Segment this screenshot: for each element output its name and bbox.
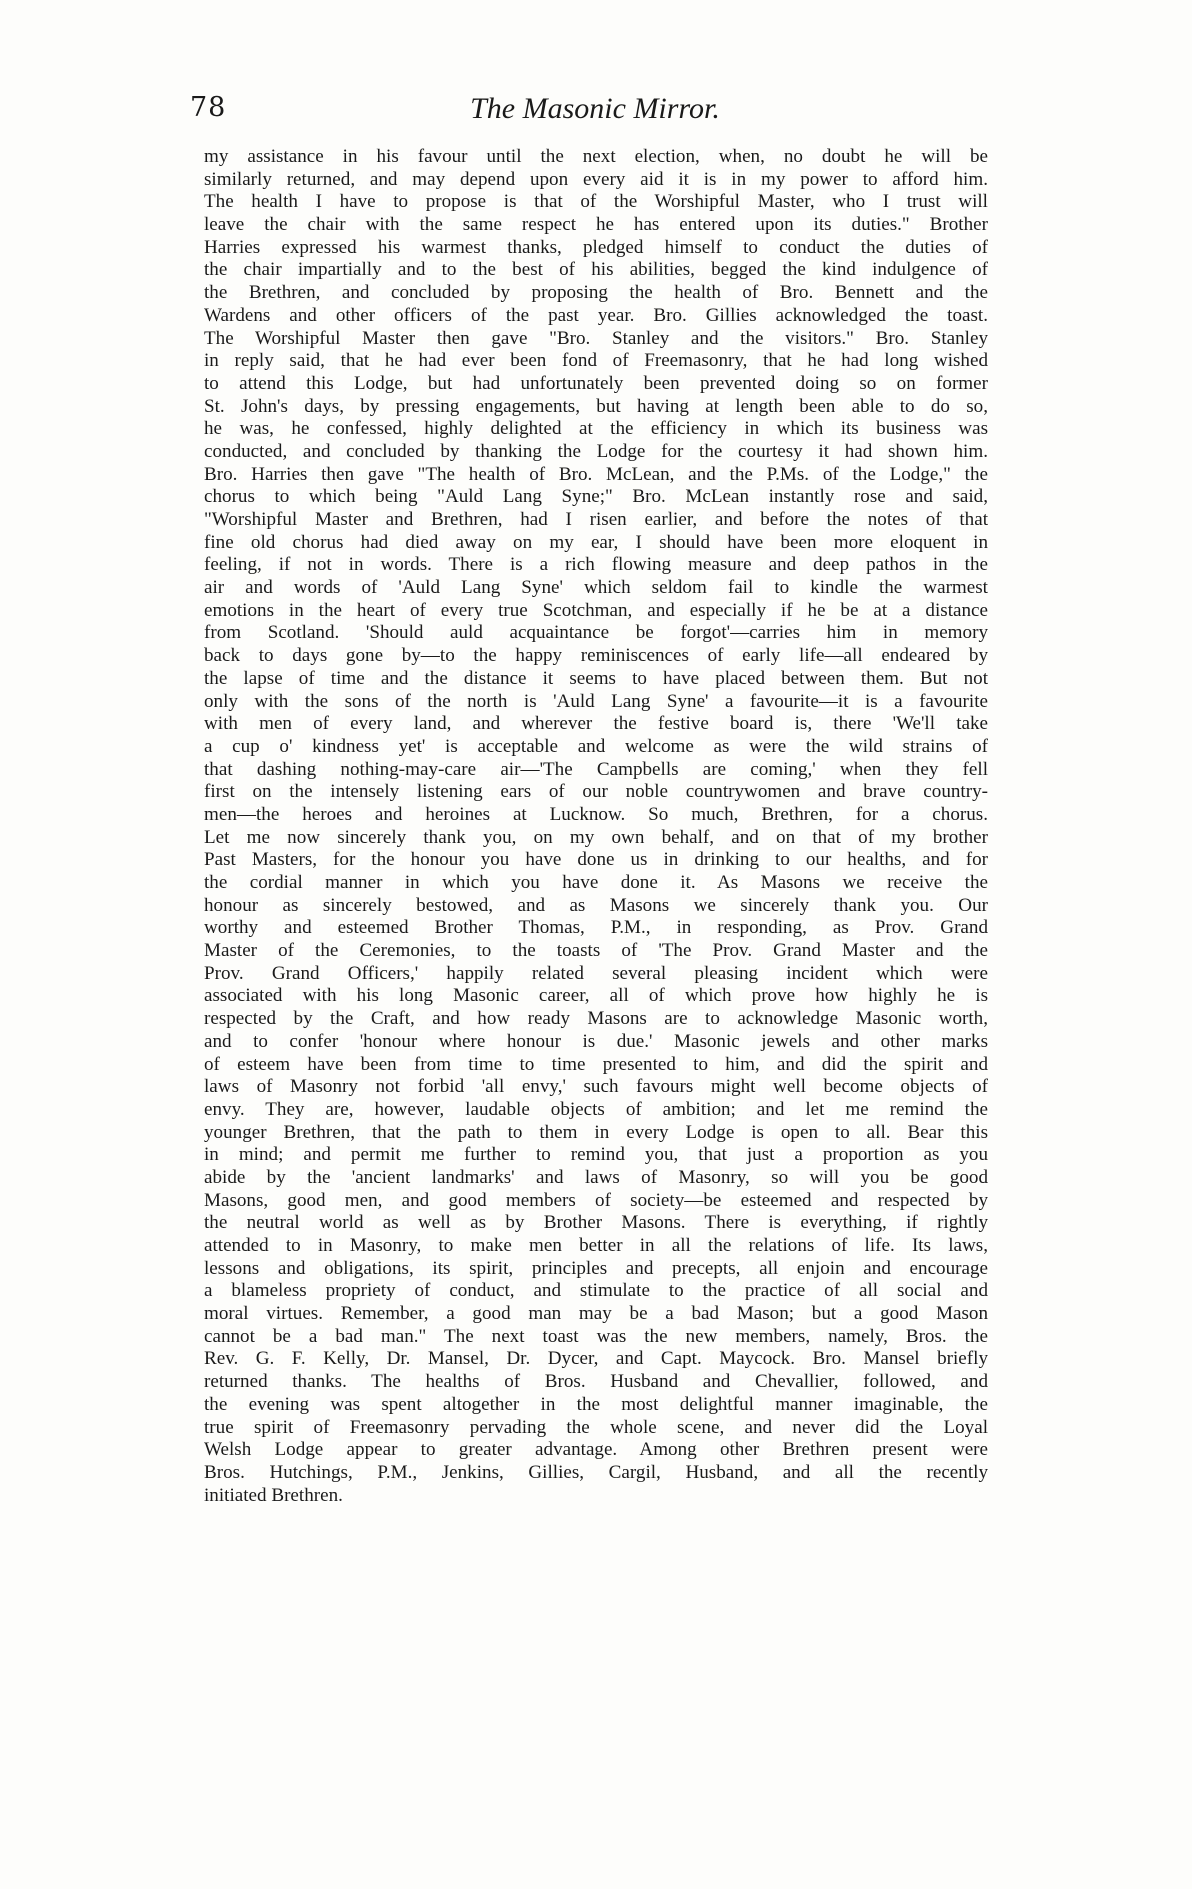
text-line: initiated Brethren. [204, 1484, 343, 1506]
text-line: attended to in Masonry, to make men better in all the relations of life. Its laws, [204, 1235, 988, 1256]
text-line: chorus to which being "Auld Lang Syne;" Bro. McLean instantly rose and said, [204, 486, 988, 508]
text-line: a blameless propriety of conduct, and stimulate to the practice of all social and [204, 1280, 988, 1302]
text-line: lessons and obligations, its spirit, principles and precepts, all enjoin and encourage [204, 1257, 988, 1279]
text-line: fine old chorus had died away on my ear, I should have been more eloquent in [204, 531, 988, 553]
text-line: Past Masters, for the honour you have done us in drinking to our healths, and for [204, 849, 988, 871]
text-line: laws of Masonry not forbid 'all envy,' such favours might well become objects of [204, 1076, 988, 1098]
text-line: envy. They are, however, laudable objects of ambition; and let me remind the [204, 1098, 988, 1120]
text-line: my assistance in his favour until the next election, when, no doubt he will be [204, 146, 988, 167]
text-line: abide by the 'ancient landmarks' and laws of Masonry, so will you be good [204, 1166, 988, 1188]
text-line: Let me now sincerely thank you, on my own behalf, and on that of my brother [204, 826, 988, 848]
text-line: the chair impartially and to the best of his abilities, begged the kind indulgence of [204, 259, 988, 281]
text-line: emotions in the heart of every true Scotchman, and especially if he be at a distance [204, 599, 988, 621]
text-line: "Worshipful Master and Brethren, had I risen earlier, and before the notes of that [204, 509, 988, 530]
text-line: air and words of 'Auld Lang Syne' which seldom fail to kindle the warmest [204, 577, 988, 599]
text-line: with men of every land, and wherever the festive board is, there 'We'll take [204, 713, 988, 735]
text-line: to attend this Lodge, but had unfortunately been prevented doing so on former [204, 372, 988, 394]
text-line: younger Brethren, that the path to them in every Lodge is open to all. Bear this [204, 1121, 988, 1143]
text-line: returned thanks. The healths of Bros. Husband and Chevallier, followed, and [204, 1371, 988, 1393]
text-line: only with the sons of the north is 'Auld Lang Syne' a favourite—it is a favourite [204, 690, 988, 712]
text-line: respected by the Craft, and how ready Masons are to acknowledge Masonic worth, [204, 1008, 988, 1030]
text-line: Harries expressed his warmest thanks, pledged himself to conduct the duties of [204, 236, 988, 258]
text-line: the Brethren, and concluded by proposing the health of Bro. Bennett and the [204, 282, 988, 304]
text-line: conducted, and concluded by thanking the Lodge for the courtesy it had shown him. [204, 440, 988, 462]
text-line: Welsh Lodge appear to greater advantage. Among other Brethren present were [204, 1439, 988, 1461]
text-line: Bro. Harries then gave "The health of Bro. McLean, and the P.Ms. of the Lodge," the [204, 463, 988, 485]
text-line: The health I have to propose is that of the Worshipful Master, who I trust will [204, 191, 988, 213]
text-line: The Worshipful Master then gave "Bro. Stanley and the visitors." Bro. Stanley [204, 327, 988, 349]
text-line: feeling, if not in words. There is a rich flowing measure and deep pathos in the [204, 554, 988, 576]
text-line: Rev. G. F. Kelly, Dr. Mansel, Dr. Dycer, and Capt. Maycock. Bro. Mansel briefly [204, 1348, 988, 1370]
text-line: Masons, good men, and good members of society—be esteemed and respected by [204, 1189, 988, 1211]
text-line: the neutral world as well as by Brother Masons. There is everything, if rightly [204, 1212, 988, 1234]
text-line: a cup o' kindness yet' is acceptable and welcome as were the wild strains of [204, 735, 988, 757]
text-line: he was, he confessed, highly delighted at the efficiency in which its business was [204, 418, 988, 440]
text-line: in mind; and permit me further to remind you, that just a proportion as you [204, 1144, 988, 1166]
text-line: Master of the Ceremonies, to the toasts of 'The Prov. Grand Master and the [204, 940, 988, 962]
text-line: the evening was spent altogether in the most delightful manner imaginable, the [204, 1393, 988, 1415]
text-line: true spirit of Freemasonry pervading the whole scene, and never did the Loyal [204, 1416, 988, 1438]
text-line: of esteem have been from time to time presented to him, and did the spirit and [204, 1053, 988, 1075]
text-line: moral virtues. Remember, a good man may be a bad Mason; but a good Mason [204, 1303, 988, 1325]
journal-title: The Masonic Mirror. [470, 92, 720, 125]
text-line: that dashing nothing-may-care air—'The Campbells are coming,' when they fell [204, 758, 988, 780]
text-line: St. John's days, by pressing engagements, but having at length been able to do so, [204, 395, 988, 417]
text-line: in reply said, that he had ever been fond of Freemasonry, that he had long wished [204, 350, 988, 372]
text-line: Bros. Hutchings, P.M., Jenkins, Gillies, Cargil, Husband, and all the recently [204, 1461, 988, 1483]
text-line: first on the intensely listening ears of our noble countrywomen and brave country- [204, 781, 988, 803]
text-line: similarly returned, and may depend upon every aid it is in my power to afford him. [204, 168, 988, 190]
text-line: from Scotland. 'Should auld acquaintance be forgot'—carries him in memory [204, 622, 988, 644]
article-body [204, 146, 988, 1507]
text-line: Wardens and other officers of the past year. Bro. Gillies acknowledged the toast. [204, 304, 988, 326]
text-line: and to confer 'honour where honour is due.' Masonic jewels and other marks [204, 1030, 988, 1052]
text-line: worthy and esteemed Brother Thomas, P.M., in responding, as Prov. Grand [204, 917, 988, 939]
text-line: associated with his long Masonic career, all of which prove how highly he is [204, 985, 988, 1007]
text-line: leave the chair with the same respect he has entered upon its duties." Brother [204, 214, 988, 236]
text-line: cannot be a bad man." The next toast was the new members, namely, Bros. the [204, 1325, 988, 1347]
text-line: the lapse of time and the distance it seems to have placed between them. But not [204, 667, 988, 689]
text-line: the cordial manner in which you have done it. As Masons we receive the [204, 872, 988, 893]
page-number: 78 [190, 92, 227, 123]
running-head [190, 92, 1000, 132]
text-line: honour as sincerely bestowed, and as Masons we sincerely thank you. Our [204, 894, 988, 916]
text-line: Prov. Grand Officers,' happily related several pleasing incident which were [204, 962, 988, 984]
text-line: men—the heroes and heroines at Lucknow. So much, Brethren, for a chorus. [204, 803, 988, 825]
text-line: back to days gone by—to the happy reminiscences of early life—all endeared by [204, 645, 988, 667]
